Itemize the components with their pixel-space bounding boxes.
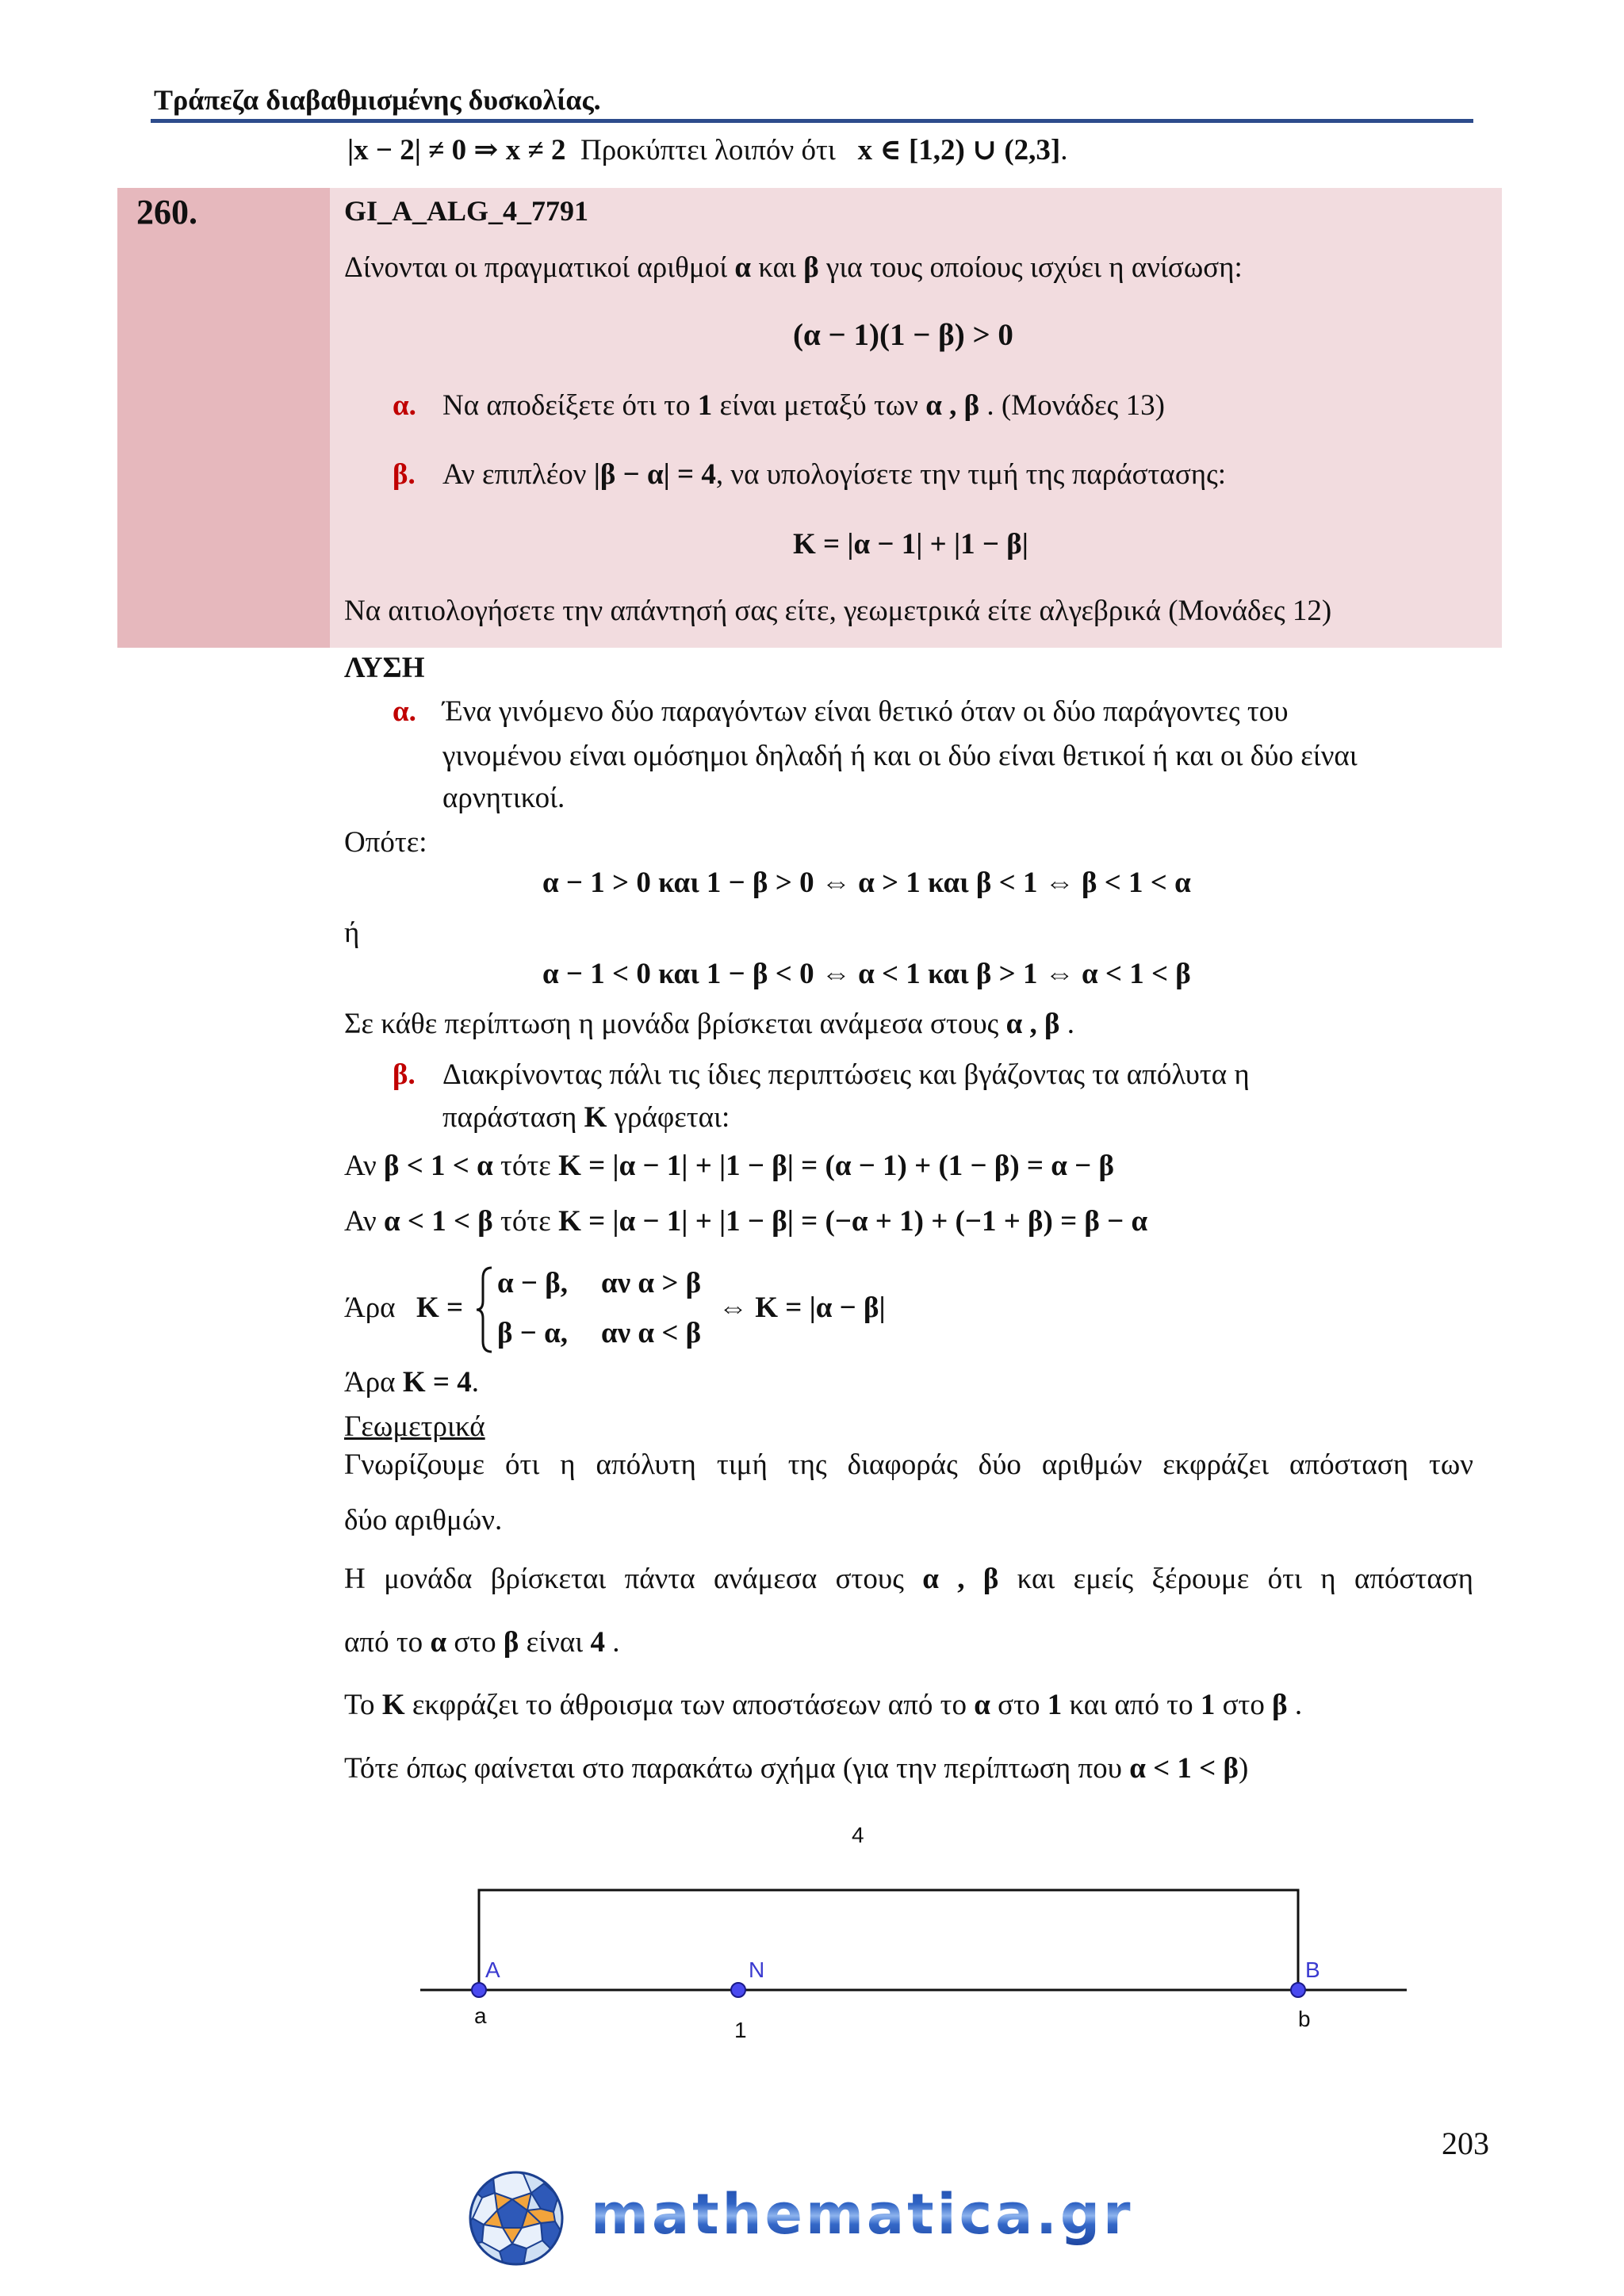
header-rule bbox=[151, 119, 1473, 123]
piecewise-equivalence: ⇔ K = |α − β| bbox=[718, 1292, 886, 1324]
solution-b-text: παράσταση bbox=[442, 1101, 577, 1134]
site-logo-text: mathematica.gr bbox=[591, 2179, 1134, 2250]
solution-b-line bbox=[393, 1058, 1250, 1093]
question-b-text: Αν επιπλέον bbox=[442, 458, 587, 491]
geometric-text-part: Η μονάδα βρίσκεται πάντα ανάμεσα στους bbox=[344, 1563, 904, 1595]
carryover-period: . bbox=[1060, 134, 1068, 166]
math-inline: α < 1 < β bbox=[1129, 1752, 1239, 1785]
expression-k: K = |α − 1| + |1 − β| bbox=[793, 528, 1028, 561]
intro-text: και bbox=[758, 251, 796, 284]
intro-var-b: β bbox=[803, 251, 819, 284]
piecewise-row-2-cond: αν α < β bbox=[601, 1317, 702, 1349]
given-inequality: (α − 1)(1 − β) > 0 bbox=[793, 318, 1013, 352]
solution-a-text: γινομένου είναι ομόσημοι δηλαδή ή και οι δύο είναι θετικοί ή και οι δύο είναι bbox=[442, 740, 1358, 772]
case-if: Αν bbox=[344, 1205, 377, 1238]
solution-so: Οπότε: bbox=[344, 826, 427, 859]
case-calculation: K = |α − 1| + |1 − β| = (α − 1) + (1 − β) = α − β bbox=[558, 1150, 1114, 1182]
geometric-text-part: Το bbox=[344, 1689, 375, 1721]
geometric-text-part: εκφράζει το άθροισμα των αποστάσεων από το bbox=[412, 1689, 967, 1721]
distance-label: 4 bbox=[852, 1823, 864, 1847]
question-a-text: είναι μεταξύ των bbox=[719, 389, 918, 422]
math-inline: 1 bbox=[1047, 1689, 1063, 1721]
question-a-text: Να αποδείξετε ότι το bbox=[442, 389, 691, 422]
geometric-text-part: από το bbox=[344, 1626, 423, 1659]
solution-b-text: γράφεται: bbox=[614, 1101, 730, 1134]
point-b-label: B bbox=[1305, 1957, 1320, 1982]
math-inline: 4 bbox=[590, 1626, 605, 1659]
intro-text: Δίνονται οι πραγματικοί αριθμοί bbox=[344, 251, 728, 284]
case-condition: β < 1 < α bbox=[383, 1150, 493, 1182]
geometric-text-part: στο bbox=[1222, 1689, 1265, 1721]
number-line-figure bbox=[396, 1808, 1427, 2061]
math-inline: β bbox=[503, 1626, 519, 1659]
math-inline: |β − α| = 4 bbox=[593, 458, 716, 491]
problem-number-cell bbox=[117, 188, 330, 648]
result-value: K = 4 bbox=[402, 1366, 472, 1399]
point-n-value: 1 bbox=[734, 2018, 747, 2042]
question-b-marker: β. bbox=[393, 458, 416, 491]
distance-bracket bbox=[479, 1890, 1298, 1990]
question-b-text: , να υπολογίσετε την τιμή της παράστασης: bbox=[715, 458, 1227, 491]
left-brace bbox=[474, 1265, 495, 1354]
case-calculation: K = |α − 1| + |1 − β| = (−α + 1) + (−1 + β) = β − α bbox=[558, 1205, 1148, 1238]
point-n-marker bbox=[731, 1983, 745, 1997]
question-a-marker: α. bbox=[393, 389, 416, 422]
result-therefore: Άρα bbox=[344, 1366, 396, 1399]
geometric-text bbox=[344, 1751, 1248, 1786]
piecewise-row-1-expr: α − β, bbox=[497, 1267, 568, 1299]
solution-title: ΛΥΣΗ bbox=[344, 652, 425, 684]
solution-a-conclusion bbox=[344, 1007, 1074, 1042]
math-inline: α , β bbox=[1005, 1008, 1060, 1040]
math-inline: α bbox=[430, 1626, 447, 1659]
conclusion-period: . bbox=[1067, 1008, 1074, 1040]
geometric-text bbox=[344, 1625, 619, 1660]
geometric-text-part: και από το bbox=[1069, 1689, 1193, 1721]
solution-a-line bbox=[393, 695, 1289, 729]
solution-case-2: α − 1 < 0 και 1 − β < 0 ⇔ α < 1 και β > 1 ⇔ α < 1 < β bbox=[542, 958, 1191, 990]
math-inline: α , β bbox=[925, 389, 980, 422]
point-n-label: N bbox=[749, 1957, 765, 1982]
question-a-points: . (Μονάδες 13) bbox=[986, 389, 1165, 422]
math-inline: K bbox=[381, 1689, 405, 1721]
page-number: 203 bbox=[1442, 2126, 1489, 2161]
solution-b-case-2 bbox=[344, 1204, 1147, 1239]
geometric-text-part: ) bbox=[1239, 1752, 1249, 1785]
solution-case-1: α − 1 > 0 και 1 − β > 0 ⇔ α > 1 και β < 1 ⇔ β < 1 < α bbox=[542, 867, 1191, 899]
carryover-text: Προκύπτει λοιπόν ότι bbox=[580, 134, 836, 166]
geometric-text-part: στο bbox=[454, 1626, 496, 1659]
math-inline: 1 bbox=[1200, 1689, 1216, 1721]
question-a bbox=[393, 388, 1165, 423]
geometric-heading: Γεωμετρικά bbox=[344, 1410, 485, 1443]
solution-b-marker: β. bbox=[393, 1058, 416, 1091]
geometric-text-part: στο bbox=[998, 1689, 1040, 1721]
math-inline: α bbox=[974, 1689, 990, 1721]
solution-b-text: Διακρίνοντας πάλι τις ίδιες περιπτώσεις και βγάζοντας τα απόλυτα η bbox=[442, 1058, 1250, 1091]
question-b bbox=[393, 457, 1226, 492]
geometric-text bbox=[344, 1562, 1473, 1597]
piecewise-therefore: Άρα bbox=[344, 1292, 396, 1324]
case-condition: α < 1 < β bbox=[383, 1205, 493, 1238]
conclusion-text: Σε κάθε περίπτωση η μονάδα βρίσκεται ανάμεσα στους bbox=[344, 1008, 999, 1040]
carryover-condition: |x − 2| ≠ 0 ⇒ x ≠ 2 bbox=[347, 134, 566, 166]
problem-intro bbox=[344, 251, 1243, 285]
piecewise-row-2-expr: β − α, bbox=[497, 1317, 568, 1349]
math-inline: 1 bbox=[697, 389, 713, 422]
solution-b-line bbox=[442, 1100, 730, 1135]
polyhedron-logo-icon bbox=[466, 2166, 566, 2271]
solution-or: ή bbox=[344, 916, 360, 949]
problem-number: 260. bbox=[136, 193, 197, 232]
geometric-text-part: . bbox=[1294, 1689, 1303, 1721]
problem-note: Να αιτιολογήσετε την απάντησή σας είτε, γεωμετρικά είτε αλγεβρικά (Μονάδες 12) bbox=[344, 595, 1332, 627]
geometric-text-part: . bbox=[612, 1626, 620, 1659]
geometric-text: δύο αριθμών. bbox=[344, 1504, 503, 1536]
math-inline: β bbox=[1272, 1689, 1288, 1721]
intro-var-a: α bbox=[734, 251, 752, 284]
solution-a-marker: α. bbox=[393, 695, 416, 728]
point-b-value: b bbox=[1298, 2007, 1311, 2031]
solution-result bbox=[344, 1365, 479, 1400]
point-a-value: a bbox=[474, 2003, 487, 2028]
geometric-text-part: είναι bbox=[526, 1626, 584, 1659]
piecewise-lhs: K = bbox=[416, 1292, 464, 1324]
problem-code: GI_A_ALG_4_7791 bbox=[344, 195, 589, 227]
solution-b-case-1 bbox=[344, 1149, 1114, 1184]
case-then: τότε bbox=[500, 1150, 551, 1182]
math-inline: α , β bbox=[922, 1563, 999, 1595]
point-b-marker bbox=[1291, 1983, 1305, 1997]
point-a-label: A bbox=[485, 1957, 500, 1982]
carryover-line bbox=[347, 133, 1068, 168]
math-inline: K bbox=[584, 1101, 607, 1134]
solution-a-text: αρνητικοί. bbox=[442, 782, 565, 814]
case-then: τότε bbox=[500, 1205, 551, 1238]
page-header-title: Τράπεζα διαβαθμισμένης δυσκολίας. bbox=[154, 84, 601, 116]
intro-text: για τους οποίους ισχύει η ανίσωση: bbox=[825, 251, 1243, 284]
geometric-text-part: και εμείς ξέρουμε ότι η απόσταση bbox=[1017, 1563, 1474, 1595]
point-a-marker bbox=[472, 1983, 486, 1997]
geometric-text-part: Τότε όπως φαίνεται στο παρακάτω σχήμα (για την περίπτωση που bbox=[344, 1752, 1122, 1785]
solution-a-text: Ένα γινόμενο δύο παραγόντων είναι θετικό όταν οι δύο παράγοντες του bbox=[442, 695, 1289, 728]
geometric-text: Γνωρίζουμε ότι η απόλυτη τιμή της διαφοράς δύο αριθμών εκφράζει απόσταση των bbox=[344, 1448, 1473, 1481]
carryover-result: x ∈ [1,2) ∪ (2,3] bbox=[857, 134, 1061, 166]
piecewise-row-1-cond: αν α > β bbox=[601, 1267, 702, 1299]
geometric-text bbox=[344, 1688, 1302, 1723]
result-period: . bbox=[471, 1366, 479, 1399]
case-if: Αν bbox=[344, 1150, 377, 1182]
